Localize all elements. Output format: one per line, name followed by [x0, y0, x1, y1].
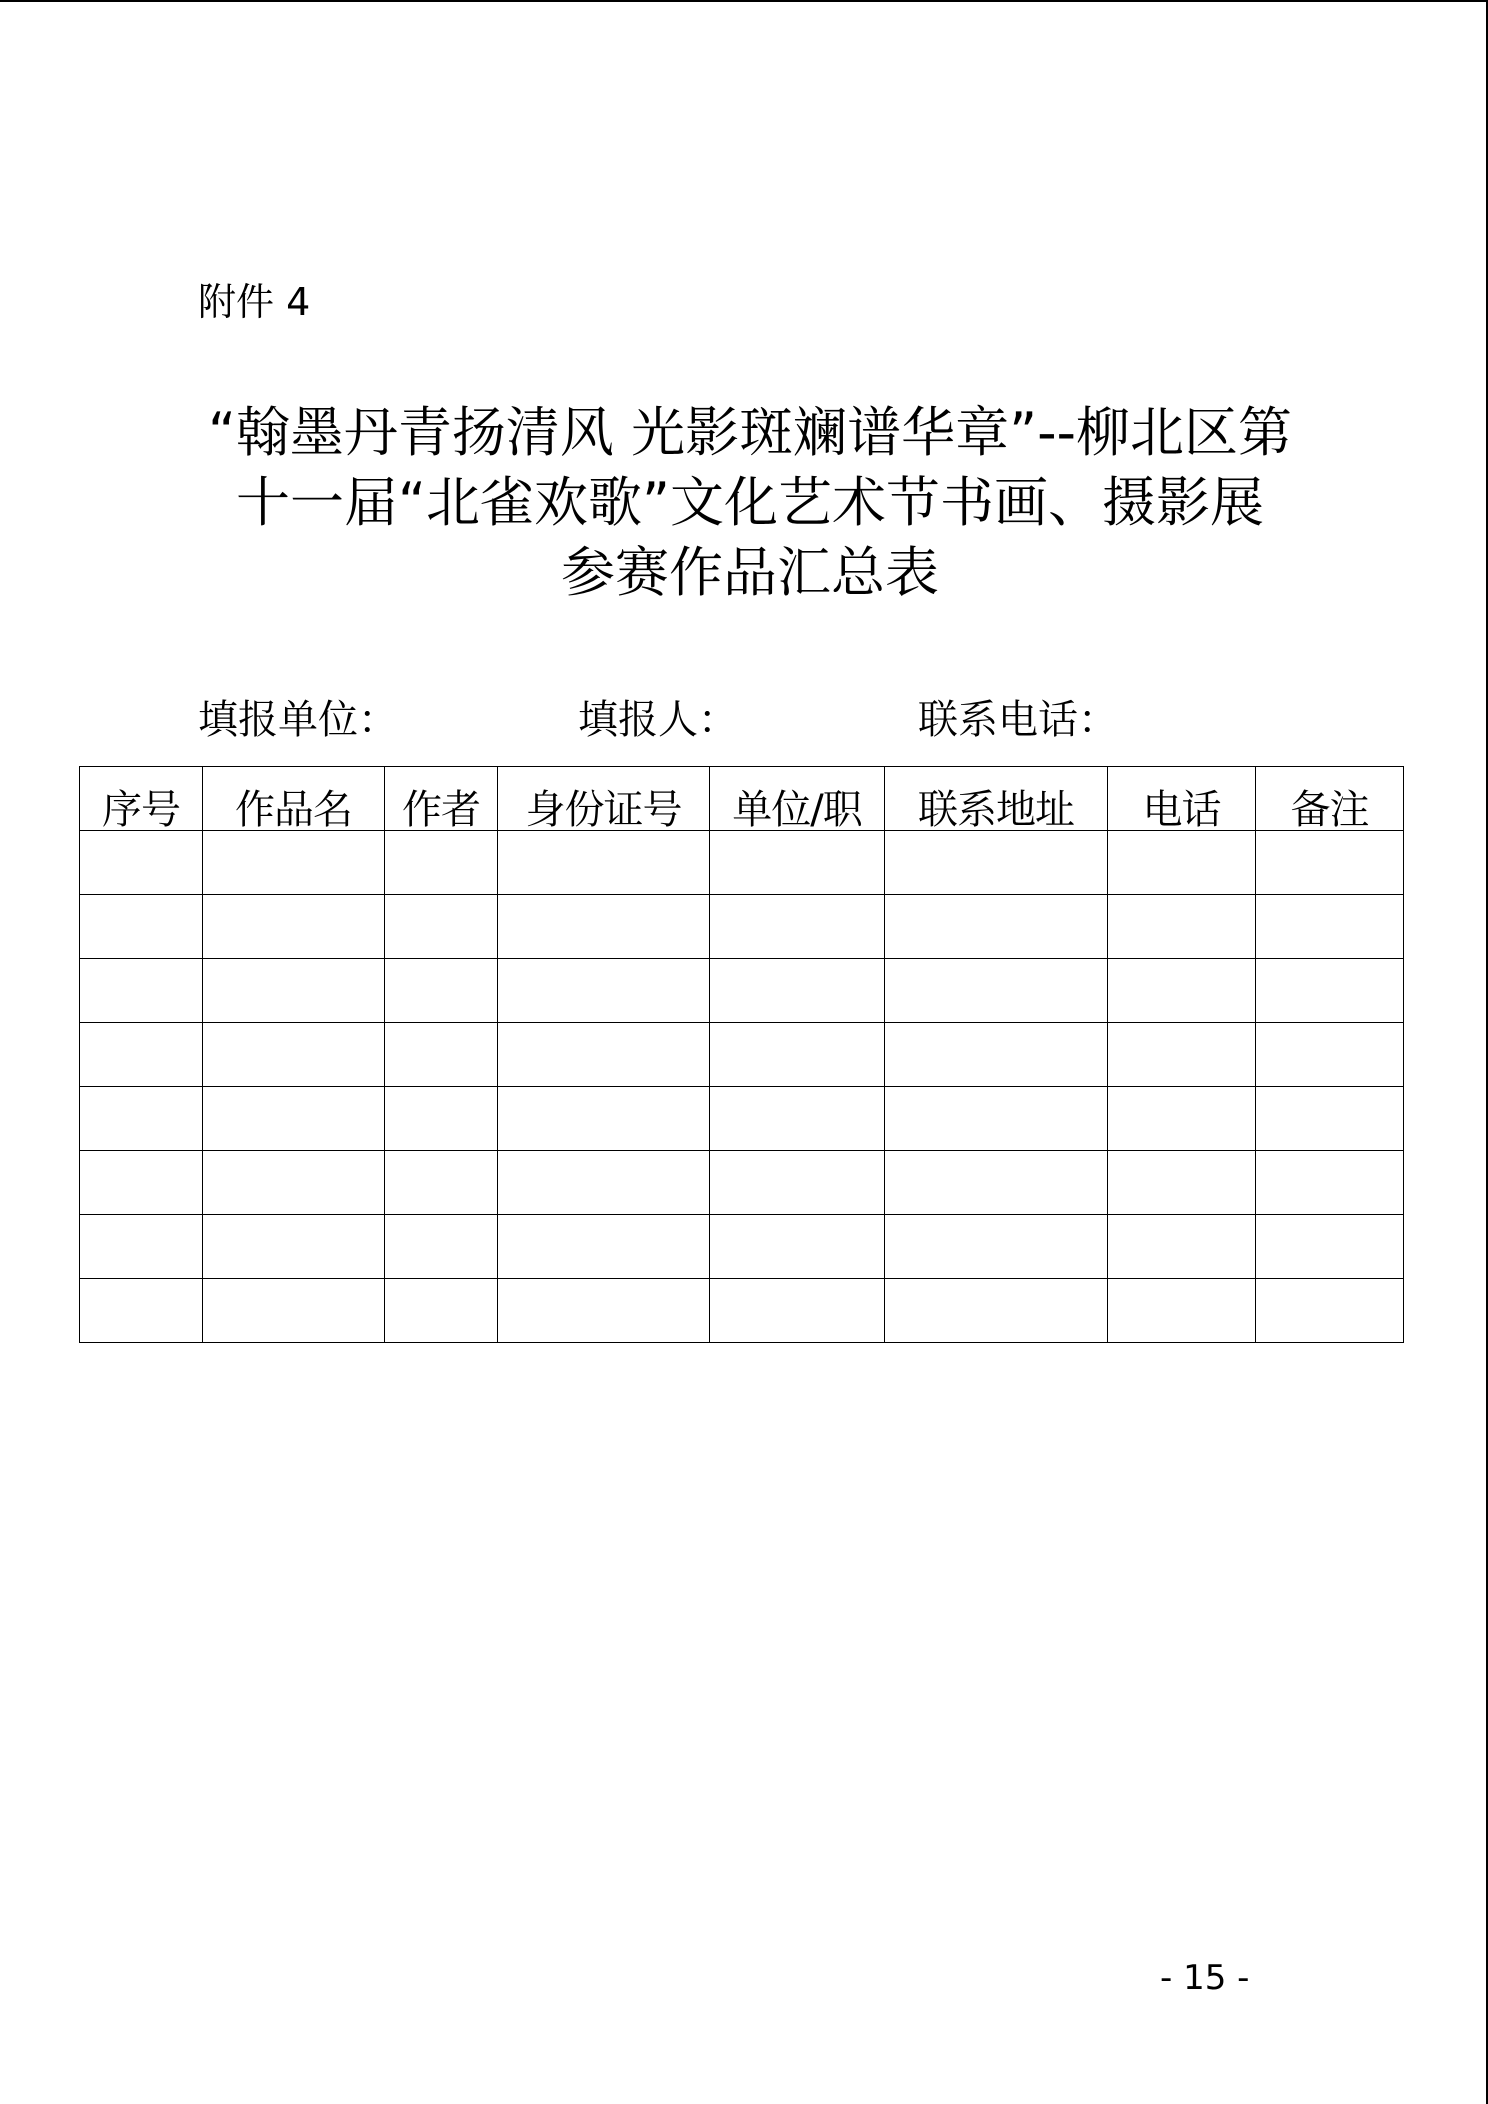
page-frame-top: [0, 0, 1488, 2]
page-number: - 15 -: [1160, 1958, 1250, 1998]
table-cell: [498, 959, 710, 1023]
table-cell: [1108, 1215, 1256, 1279]
table-cell: [498, 1023, 710, 1087]
table-row: [80, 1087, 1404, 1151]
table-row: [80, 1279, 1404, 1343]
table-cell: [80, 1023, 203, 1087]
table-cell: [885, 959, 1108, 1023]
table-cell: [1256, 1087, 1404, 1151]
header-remarks: 备注: [1256, 767, 1404, 831]
table-cell: [80, 1279, 203, 1343]
table-cell: [498, 1151, 710, 1215]
table-cell: [203, 1023, 385, 1087]
table-cell: [1108, 1279, 1256, 1343]
table-cell: [1108, 831, 1256, 895]
fill-in-fields: [0, 692, 1488, 748]
table-cell: [385, 831, 498, 895]
table-cell: [1108, 895, 1256, 959]
table-cell: [203, 1151, 385, 1215]
document-title: [150, 398, 1350, 608]
table-cell: [885, 1215, 1108, 1279]
table-cell: [498, 1087, 710, 1151]
table-cell: [203, 1215, 385, 1279]
table-cell: [385, 1279, 498, 1343]
reporter-label: 填报人：: [578, 697, 738, 743]
table-cell: [203, 831, 385, 895]
table-cell: [203, 1279, 385, 1343]
table-cell: [1108, 1151, 1256, 1215]
table-cell: [385, 1151, 498, 1215]
table-cell: [498, 1279, 710, 1343]
table-cell: [385, 1087, 498, 1151]
header-author: 作者: [385, 767, 498, 831]
header-work-title: 作品名: [203, 767, 385, 831]
unit-label: 填报单位：: [198, 697, 398, 743]
header-serial-number: 序号: [80, 767, 203, 831]
table-cell: [710, 1023, 885, 1087]
table-cell: [1256, 959, 1404, 1023]
table-cell: [885, 895, 1108, 959]
table-cell: [498, 1215, 710, 1279]
title-line: 十一届“北雀欢歌”文化艺术节书画、摄影展: [236, 471, 1264, 534]
table-row: [80, 959, 1404, 1023]
title-line: “翰墨丹青扬清风 光影斑斓谱华章”--柳北区第: [207, 401, 1293, 464]
table-cell: [80, 1215, 203, 1279]
table-cell: [885, 1279, 1108, 1343]
table-cell: [1256, 1023, 1404, 1087]
table-cell: [385, 1023, 498, 1087]
table-cell: [80, 831, 203, 895]
entries-summary-table: [79, 766, 1404, 1343]
header-id-number: 身份证号: [498, 767, 710, 831]
table-cell: [710, 1279, 885, 1343]
table-cell: [710, 1215, 885, 1279]
table-cell: [80, 959, 203, 1023]
header-phone: 电话: [1108, 767, 1256, 831]
table-cell: [385, 959, 498, 1023]
table-cell: [385, 1215, 498, 1279]
table-cell: [80, 1151, 203, 1215]
table-cell: [710, 831, 885, 895]
header-address: 联系地址: [885, 767, 1108, 831]
table-cell: [885, 1151, 1108, 1215]
table-cell: [1256, 831, 1404, 895]
table-row: [80, 1151, 1404, 1215]
table-cell: [1108, 959, 1256, 1023]
table-row: [80, 831, 1404, 895]
table-cell: [710, 895, 885, 959]
table-cell: [710, 1087, 885, 1151]
table-cell: [203, 959, 385, 1023]
table-cell: [203, 895, 385, 959]
table-cell: [385, 895, 498, 959]
table-cell: [1108, 1087, 1256, 1151]
header-unit-position: 单位/职: [710, 767, 885, 831]
table-row: [80, 1215, 1404, 1279]
table-cell: [710, 1151, 885, 1215]
table-cell: [80, 895, 203, 959]
table-row: [80, 895, 1404, 959]
table-cell: [498, 895, 710, 959]
table-cell: [1256, 1279, 1404, 1343]
table-body: [80, 831, 1404, 1343]
table-cell: [203, 1087, 385, 1151]
table-cell: [885, 1023, 1108, 1087]
table-cell: [1256, 1151, 1404, 1215]
attachment-label: 附件 4: [198, 280, 311, 324]
table-cell: [1256, 1215, 1404, 1279]
table-row: [80, 1023, 1404, 1087]
table-cell: [498, 831, 710, 895]
table-header-row: [80, 767, 1404, 831]
table-cell: [80, 1087, 203, 1151]
table-cell: [1256, 895, 1404, 959]
table-cell: [710, 959, 885, 1023]
title-line: 参赛作品汇总表: [561, 541, 939, 604]
table-cell: [1108, 1023, 1256, 1087]
table-cell: [885, 1087, 1108, 1151]
table-cell: [885, 831, 1108, 895]
phone-label: 联系电话：: [918, 697, 1118, 743]
